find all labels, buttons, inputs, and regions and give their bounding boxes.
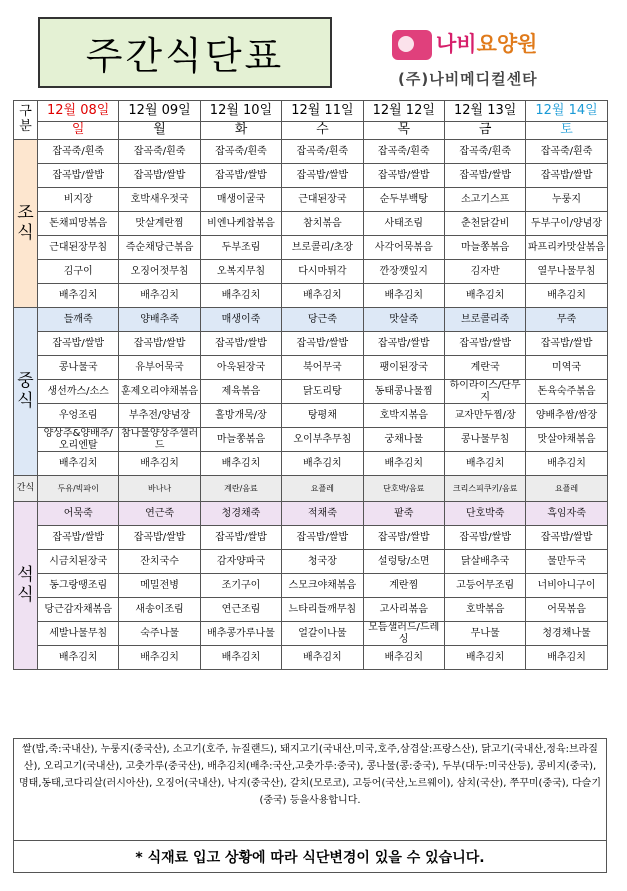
menu-cell: 잡곡밥/쌀밥 xyxy=(444,526,525,550)
porridge-cell: 매생이죽 xyxy=(200,308,281,332)
menu-cell: 잡곡죽/흰죽 xyxy=(38,140,119,164)
menu-cell: 잡곡죽/흰죽 xyxy=(282,140,363,164)
menu-cell: 잡곡죽/흰죽 xyxy=(119,140,200,164)
menu-cell: 잡곡죽/흰죽 xyxy=(363,140,444,164)
porridge-cell: 양배추죽 xyxy=(119,308,200,332)
snack-label: 간식 xyxy=(14,476,38,502)
menu-cell: 누룽지 xyxy=(526,188,607,212)
menu-cell: 하이라이스/단무지 xyxy=(444,380,525,404)
menu-cell: 맛살계란찜 xyxy=(119,212,200,236)
menu-cell: 아욱된장국 xyxy=(200,356,281,380)
menu-cell: 닭도리탕 xyxy=(282,380,363,404)
menu-cell: 동그랑땡조림 xyxy=(38,574,119,598)
menu-cell: 순두부백탕 xyxy=(363,188,444,212)
menu-cell: 계란국 xyxy=(444,356,525,380)
snack-cell: 요플레 xyxy=(526,476,607,502)
date-header: 12월 13일 xyxy=(444,101,525,122)
menu-cell: 양배추쌈/쌈장 xyxy=(526,404,607,428)
menu-cell: 참나물양상추샐러드 xyxy=(119,428,200,452)
porridge-cell: 무죽 xyxy=(526,308,607,332)
menu-cell: 배추김치 xyxy=(444,284,525,308)
lunch-label: 중 식 xyxy=(14,308,38,476)
menu-cell: 다시마튀각 xyxy=(282,260,363,284)
porridge-cell: 청경채죽 xyxy=(200,502,281,526)
menu-cell: 콩나물국 xyxy=(38,356,119,380)
menu-cell: 생선까스/소스 xyxy=(38,380,119,404)
menu-cell: 닭살배추국 xyxy=(444,550,525,574)
menu-cell: 잡곡죽/흰죽 xyxy=(444,140,525,164)
menu-cell: 잡곡밥/쌀밥 xyxy=(119,526,200,550)
menu-cell: 호박볶음 xyxy=(444,598,525,622)
menu-cell: 즉순채당근볶음 xyxy=(119,236,200,260)
menu-cell: 배추김치 xyxy=(119,284,200,308)
menu-cell: 매생이굴국 xyxy=(200,188,281,212)
menu-cell: 잡곡밥/쌀밥 xyxy=(282,332,363,356)
menu-cell: 청경채나물 xyxy=(526,622,607,646)
menu-cell: 잡곡밥/쌀밥 xyxy=(38,332,119,356)
menu-cell: 잡곡밥/쌀밥 xyxy=(444,164,525,188)
menu-cell: 배추김치 xyxy=(200,452,281,476)
menu-cell: 숙주나물 xyxy=(119,622,200,646)
snack-cell: 요플레 xyxy=(282,476,363,502)
menu-cell: 느타리들깨무침 xyxy=(282,598,363,622)
menu-cell: 어묵볶음 xyxy=(526,598,607,622)
menu-cell: 근대된장무침 xyxy=(38,236,119,260)
menu-cell: 소고기스프 xyxy=(444,188,525,212)
menu-cell: 돈채피망볶음 xyxy=(38,212,119,236)
snack-cell: 바나나 xyxy=(119,476,200,502)
menu-cell: 마늘쫑볶음 xyxy=(200,428,281,452)
menu-cell: 잡곡죽/흰죽 xyxy=(526,140,607,164)
menu-cell: 콩나물무침 xyxy=(444,428,525,452)
menu-cell: 배추콩가루나물 xyxy=(200,622,281,646)
porridge-cell: 브로콜리죽 xyxy=(444,308,525,332)
menu-cell: 탕평채 xyxy=(282,404,363,428)
menu-cell: 배추김치 xyxy=(282,646,363,670)
menu-cell: 무나물 xyxy=(444,622,525,646)
porridge-cell: 팥죽 xyxy=(363,502,444,526)
menu-cell: 돈육숙주볶음 xyxy=(526,380,607,404)
date-header: 12월 12일 xyxy=(363,101,444,122)
menu-cell: 교자만두찜/장 xyxy=(444,404,525,428)
porridge-cell: 연근죽 xyxy=(119,502,200,526)
dinner-label: 석 식 xyxy=(14,502,38,670)
menu-cell: 스모크야채볶음 xyxy=(282,574,363,598)
day-header: 토 xyxy=(526,122,607,140)
page-title: 주간식단표 xyxy=(38,17,332,88)
day-header: 화 xyxy=(200,122,281,140)
menu-cell: 배추김치 xyxy=(444,452,525,476)
menu-cell: 김자반 xyxy=(444,260,525,284)
menu-cell: 계란찜 xyxy=(363,574,444,598)
porridge-cell: 어묵죽 xyxy=(38,502,119,526)
menu-cell: 잡곡밥/쌀밥 xyxy=(119,164,200,188)
menu-cell: 양상추&양배추/오리엔탈 xyxy=(38,428,119,452)
menu-cell: 새송이조림 xyxy=(119,598,200,622)
menu-cell: 열무나물무침 xyxy=(526,260,607,284)
menu-cell: 설렁탕/소면 xyxy=(363,550,444,574)
date-header: 12월 14일 xyxy=(526,101,607,122)
menu-cell: 잡곡밥/쌀밥 xyxy=(526,164,607,188)
menu-cell: 배추김치 xyxy=(444,646,525,670)
menu-cell: 잔치국수 xyxy=(119,550,200,574)
menu-cell: 호박지볶음 xyxy=(363,404,444,428)
menu-cell: 잡곡밥/쌀밥 xyxy=(363,526,444,550)
menu-cell: 오이부추무침 xyxy=(282,428,363,452)
menu-cell: 잡곡밥/쌀밥 xyxy=(444,332,525,356)
day-header: 수 xyxy=(282,122,363,140)
menu-cell: 메밀전병 xyxy=(119,574,200,598)
company-name: (주)나비메디컬센타 xyxy=(398,70,538,88)
menu-cell: 너비아니구이 xyxy=(526,574,607,598)
porridge-cell: 당근죽 xyxy=(282,308,363,332)
day-header: 월 xyxy=(119,122,200,140)
snack-cell: 단호박/음료 xyxy=(363,476,444,502)
menu-cell: 고사리볶음 xyxy=(363,598,444,622)
date-header: 12월 09일 xyxy=(119,101,200,122)
menu-cell: 오복지무침 xyxy=(200,260,281,284)
menu-cell: 배추김치 xyxy=(119,452,200,476)
menu-cell: 배추김치 xyxy=(363,646,444,670)
menu-cell: 배추김치 xyxy=(282,452,363,476)
menu-cell: 오징어젓무침 xyxy=(119,260,200,284)
menu-cell: 잡곡밥/쌀밥 xyxy=(200,332,281,356)
porridge-cell: 흑임자죽 xyxy=(526,502,607,526)
menu-cell: 배추김치 xyxy=(526,284,607,308)
menu-cell: 사태조림 xyxy=(363,212,444,236)
menu-cell: 배추김치 xyxy=(200,646,281,670)
menu-cell: 동태콩나물찜 xyxy=(363,380,444,404)
menu-cell: 물만두국 xyxy=(526,550,607,574)
menu-cell: 비엔나케찹볶음 xyxy=(200,212,281,236)
menu-cell: 깐장깻잎지 xyxy=(363,260,444,284)
menu-cell: 세발나물무침 xyxy=(38,622,119,646)
menu-cell: 배추김치 xyxy=(282,284,363,308)
menu-cell: 두부구이/양념장 xyxy=(526,212,607,236)
menu-cell: 감자양파국 xyxy=(200,550,281,574)
snack-cell: 두유/빅파이 xyxy=(38,476,119,502)
menu-cell: 춘천닭갈비 xyxy=(444,212,525,236)
menu-cell: 호박새우젓국 xyxy=(119,188,200,212)
menu-cell: 참치볶음 xyxy=(282,212,363,236)
porridge-cell: 단호박죽 xyxy=(444,502,525,526)
day-header: 일 xyxy=(38,122,119,140)
weekly-menu-table xyxy=(13,100,608,670)
gubun-label: 구분 xyxy=(14,101,38,140)
menu-cell: 미역국 xyxy=(526,356,607,380)
menu-cell: 맛살야채볶음 xyxy=(526,428,607,452)
menu-cell: 배추김치 xyxy=(119,646,200,670)
origin-note: 쌀(밥,죽:국내산), 누룽지(중국산), 소고기(호주, 뉴질랜드), 돼지고기(국내산,미국,호주,삼겹살:프랑스산), 닭고기(국내산,정육:브라질산), 오리고기(국내산), 고춧가루(중국산), 배추김치(배추:국산,고춧가루:중국), 콩나물(콩:중국), 두부(대두:미국산등), 콩비지(중국), 명태,동태,코다리살(러시아산), 오징어(국내산), 낙지(중국산), 갈치(모로코), 고등어(국산,노르웨이), 삼치(국산), 쭈꾸미(중국), 다슬기(중국) 등을사용합니다. xyxy=(13,738,607,841)
menu-cell: 사각어묵볶음 xyxy=(363,236,444,260)
butterfly-logo-icon xyxy=(392,30,432,60)
menu-cell: 유부어묵국 xyxy=(119,356,200,380)
porridge-cell: 맛살죽 xyxy=(363,308,444,332)
menu-cell: 북어무국 xyxy=(282,356,363,380)
menu-cell: 팽이된장국 xyxy=(363,356,444,380)
porridge-cell: 들깨죽 xyxy=(38,308,119,332)
breakfast-label: 조 식 xyxy=(14,140,38,308)
menu-cell: 당근감자채볶음 xyxy=(38,598,119,622)
menu-cell: 잡곡밥/쌀밥 xyxy=(363,332,444,356)
porridge-cell: 적채죽 xyxy=(282,502,363,526)
menu-cell: 배추김치 xyxy=(526,646,607,670)
menu-cell: 시금치된장국 xyxy=(38,550,119,574)
menu-cell: 잡곡밥/쌀밥 xyxy=(282,164,363,188)
menu-cell: 잡곡밥/쌀밥 xyxy=(526,526,607,550)
menu-cell: 잡곡죽/흰죽 xyxy=(200,140,281,164)
menu-cell: 잡곡밥/쌀밥 xyxy=(282,526,363,550)
menu-cell: 모듬샐러드/드레싱 xyxy=(363,622,444,646)
day-header: 목 xyxy=(363,122,444,140)
menu-cell: 조기구이 xyxy=(200,574,281,598)
menu-cell: 잡곡밥/쌀밥 xyxy=(200,526,281,550)
notice: * 식재료 입고 상황에 따라 식단변경이 있을 수 있습니다. xyxy=(13,841,607,873)
menu-cell: 잡곡밥/쌀밥 xyxy=(38,164,119,188)
snack-cell: 계란/음료 xyxy=(200,476,281,502)
menu-cell: 마늘쫑볶음 xyxy=(444,236,525,260)
menu-cell: 김구이 xyxy=(38,260,119,284)
snack-cell: 크리스피쿠키/음료 xyxy=(444,476,525,502)
menu-cell: 잡곡밥/쌀밥 xyxy=(526,332,607,356)
menu-cell: 배추김치 xyxy=(363,452,444,476)
date-header: 12월 08일 xyxy=(38,101,119,122)
menu-cell: 홀방개묵/장 xyxy=(200,404,281,428)
menu-cell: 잡곡밥/쌀밥 xyxy=(38,526,119,550)
menu-cell: 배추김치 xyxy=(526,452,607,476)
menu-cell: 비지장 xyxy=(38,188,119,212)
logo xyxy=(392,28,592,94)
menu-cell: 잡곡밥/쌀밥 xyxy=(363,164,444,188)
menu-cell: 훈제오리야채볶음 xyxy=(119,380,200,404)
menu-cell: 배추김치 xyxy=(200,284,281,308)
menu-cell: 고등어무조림 xyxy=(444,574,525,598)
menu-cell: 제육볶음 xyxy=(200,380,281,404)
menu-cell: 청국장 xyxy=(282,550,363,574)
menu-cell: 잡곡밥/쌀밥 xyxy=(119,332,200,356)
menu-cell: 잡곡밥/쌀밥 xyxy=(200,164,281,188)
menu-cell: 두부조림 xyxy=(200,236,281,260)
menu-cell: 브로콜리/초장 xyxy=(282,236,363,260)
date-header: 12월 10일 xyxy=(200,101,281,122)
menu-cell: 우엉조림 xyxy=(38,404,119,428)
menu-cell: 부추전/양념장 xyxy=(119,404,200,428)
date-header: 12월 11일 xyxy=(282,101,363,122)
menu-cell: 배추김치 xyxy=(38,284,119,308)
logo-name: 나비요양원 xyxy=(436,32,538,56)
menu-cell: 궁채나물 xyxy=(363,428,444,452)
day-header: 금 xyxy=(444,122,525,140)
menu-cell: 근대된장국 xyxy=(282,188,363,212)
menu-cell: 연근조림 xyxy=(200,598,281,622)
menu-cell: 얼갈이나물 xyxy=(282,622,363,646)
menu-cell: 배추김치 xyxy=(363,284,444,308)
menu-cell: 배추김치 xyxy=(38,452,119,476)
menu-cell: 파프리카맛살볶음 xyxy=(526,236,607,260)
menu-cell: 배추김치 xyxy=(38,646,119,670)
